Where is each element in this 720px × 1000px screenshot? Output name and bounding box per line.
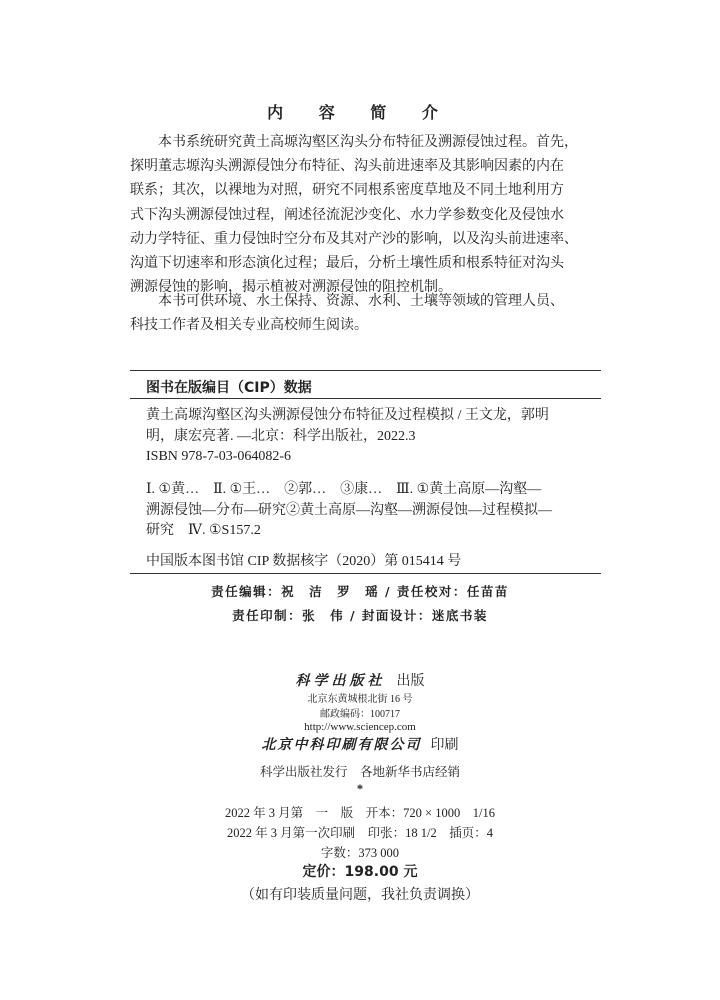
cip-line: ISBN 978-7-03-064082-6 (146, 449, 292, 464)
publisher-logo-text: 科学出版社 (295, 673, 386, 689)
cip-line: Ⅰ. ①黄… Ⅱ. ①王… ②郭… ③康… Ⅲ. ①黄土高原—沟壑— (146, 482, 542, 497)
cip-line: 明，康宏亮著. —北京：科学出版社，2022.3 (146, 428, 416, 444)
publisher-line (0, 670, 720, 690)
word-count: 字数：373 000 (320, 846, 400, 860)
publisher-url: http://www.sciencep.com (304, 721, 416, 733)
edition-line-2: 2022 年 3 月第一次印刷 印张：18 1/2 插页：4 (227, 826, 493, 840)
intro-line: 联系；其次，以裸地为对照，研究不同根系密度草地及不同土地利用方 (130, 182, 564, 199)
quality-notice: （如有印装质量问题，我社负责调换） (241, 887, 479, 903)
publisher-postcode: 邮政编码：100717 (320, 709, 400, 720)
distribution-line: 科学出版社发行 各地新华书店经销 (259, 765, 460, 779)
cip-line: 溯源侵蚀—分布—研究②黄土高原—沟壑—溯源侵蚀—过程模拟— (146, 502, 552, 518)
divider-cip-heading (130, 398, 601, 399)
page-title: 内 容 简 介 (267, 103, 453, 122)
printer-suffix: 印刷 (430, 738, 459, 753)
intro-line: 科技工作者及相关专业高校师生阅读。 (130, 317, 368, 334)
intro-paragraph-2 (130, 289, 602, 337)
intro-line: 式下沟头溯源侵蚀过程，阐述径流泥沙变化、水力学参数变化及侵蚀水 (130, 206, 564, 223)
credits-editors: 责任编辑：祝 洁 罗 瑶 / 责任校对：任苗苗 (211, 584, 509, 599)
separator-star: * (356, 782, 364, 796)
cip-heading: 图书在版编目（CIP）数据 (146, 380, 312, 396)
cip-line: 黄土高塬沟壑区沟头溯源侵蚀分布特征及过程模拟 / 王文龙，郭明 (146, 408, 549, 423)
intro-line: 本书系统研究黄土高塬沟壑区沟头分布特征及溯源侵蚀过程。首先， (158, 134, 578, 150)
price: 定价：198.00 元 (302, 864, 418, 880)
printer-logo-text: 北京中科印刷有限公司 (261, 737, 422, 753)
edition-line-1: 2022 年 3 月第 一 版 开本：720 × 1000 1/16 (225, 806, 495, 820)
cip-entry (146, 406, 596, 468)
intro-line: 动力学特征、重力侵蚀时空分布及其对产沙的影响，以及沟头前进速率、 (130, 230, 578, 247)
cip-library-number: 中国版本图书馆 CIP 数据核字（2020）第 015414 号 (146, 554, 462, 569)
divider-bottom (130, 573, 601, 574)
intro-paragraph-1 (130, 130, 602, 299)
intro-line: 本书可供环境、水土保持、资源、水利、土壤等领域的管理人员、 (158, 293, 564, 309)
divider-top (130, 370, 601, 371)
printer-line (0, 734, 720, 754)
intro-line: 溯源侵蚀的影响，揭示植被对溯源侵蚀的阻控机制。 (130, 279, 452, 296)
intro-line: 探明董志塬沟头溯源侵蚀分布特征、沟头前进速率及其影响因素的内在 (130, 158, 564, 175)
intro-line: 沟道下切速率和形态演化过程；最后，分析土壤性质和根系特征对沟头 (130, 255, 564, 272)
cip-line: 研究 Ⅳ. ①S157.2 (146, 523, 261, 538)
cip-subjects (146, 480, 596, 542)
publisher-suffix: 出版 (396, 674, 425, 689)
credits-production: 责任印制：张 伟 / 封面设计：迷底书装 (232, 608, 488, 623)
publisher-address: 北京东黄城根北街 16 号 (307, 694, 413, 705)
